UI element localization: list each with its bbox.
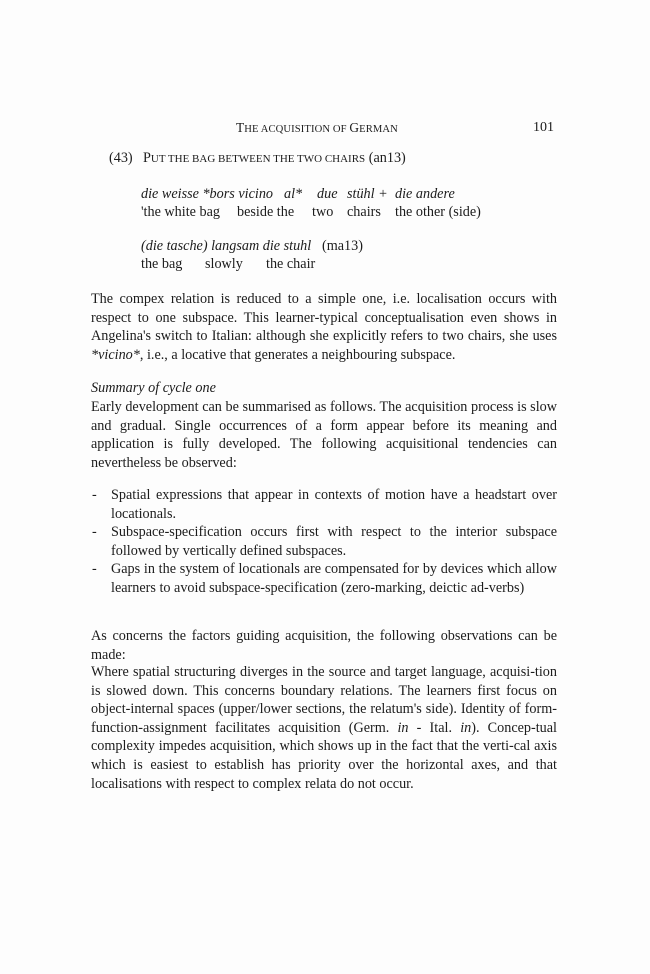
word: due <box>317 186 338 202</box>
example-title: PUT THE BAG BETWEEN THE TWO CHAIRS (an13) <box>143 150 406 166</box>
page-number: 101 <box>533 120 554 135</box>
word: die andere <box>395 186 455 202</box>
paragraph-relation: The compex relation is reduced to a simple one, i.e. localisation occurs with respect to one subspace. This learner-typical conceptualisation even shows in Angelina's switch to Italian: although she explicitly refers to two chairs, she uses *vicino*, i.e., a locative that generates a neighbouring subspace. <box>91 291 557 363</box>
speaker-code: (ma13) <box>322 238 363 254</box>
running-header-title: THE ACQUISITION OF GERMAN <box>236 120 398 135</box>
paragraph-factors: As concerns the factors guiding acquisition, the following observations can be made: <box>91 628 557 663</box>
word: die weisse *bors vicino <box>141 186 274 202</box>
gloss: the bag <box>141 256 183 272</box>
section-heading: Summary of cycle one <box>91 380 216 396</box>
gloss: the other (side) <box>395 204 481 220</box>
word: (die tasche) langsam die stuhl <box>141 238 312 254</box>
example-number: (43) <box>109 150 133 166</box>
gloss: chairs <box>347 204 381 220</box>
gloss: beside the <box>237 204 295 220</box>
paragraph-observations: Where spatial structuring diverges in the source and target language, acquisi-tion is slowed down. This concerns boundary relations. The learners first focus on object-internal spaces (upper/lower sections, the relatum's side). Identity of form-function-assignment facilitates acquisition (Germ. in - Ital. in). Concep-tual complexity impedes acquisition, which shows up in the fact that the verti-cal axis which is easiest to establish has priority over the horizontal axes, and that localisations with respect to complex relata do not occur. <box>91 664 558 792</box>
gloss: 'the white bag <box>141 204 220 220</box>
list-item: - Subspace-specification occurs first with respect to the interior subspace followed by vertically defined subspaces. <box>92 524 557 559</box>
word: al* <box>284 186 303 202</box>
tendency-list <box>91 486 557 598</box>
list-item: - Gaps in the system of locationals are compensated for by devices which allow learners to avoid subspace-specification (zero-marking, deictic ad-verbs) <box>92 561 557 596</box>
list-item: - Spatial expressions that appear in contexts of motion have a headstart over locationals. <box>92 487 557 522</box>
paragraph-summary: Early development can be summarised as follows. The acquisition process is slow and gradual. Single occurrences of a form appear before its meaning and application is fully developed. The following acquisitional tendencies can nevertheless be observed: <box>91 399 557 471</box>
gloss: the chair <box>266 256 316 272</box>
gloss: two <box>312 204 334 220</box>
gloss: slowly <box>205 256 243 272</box>
word: stühl + <box>347 186 388 202</box>
